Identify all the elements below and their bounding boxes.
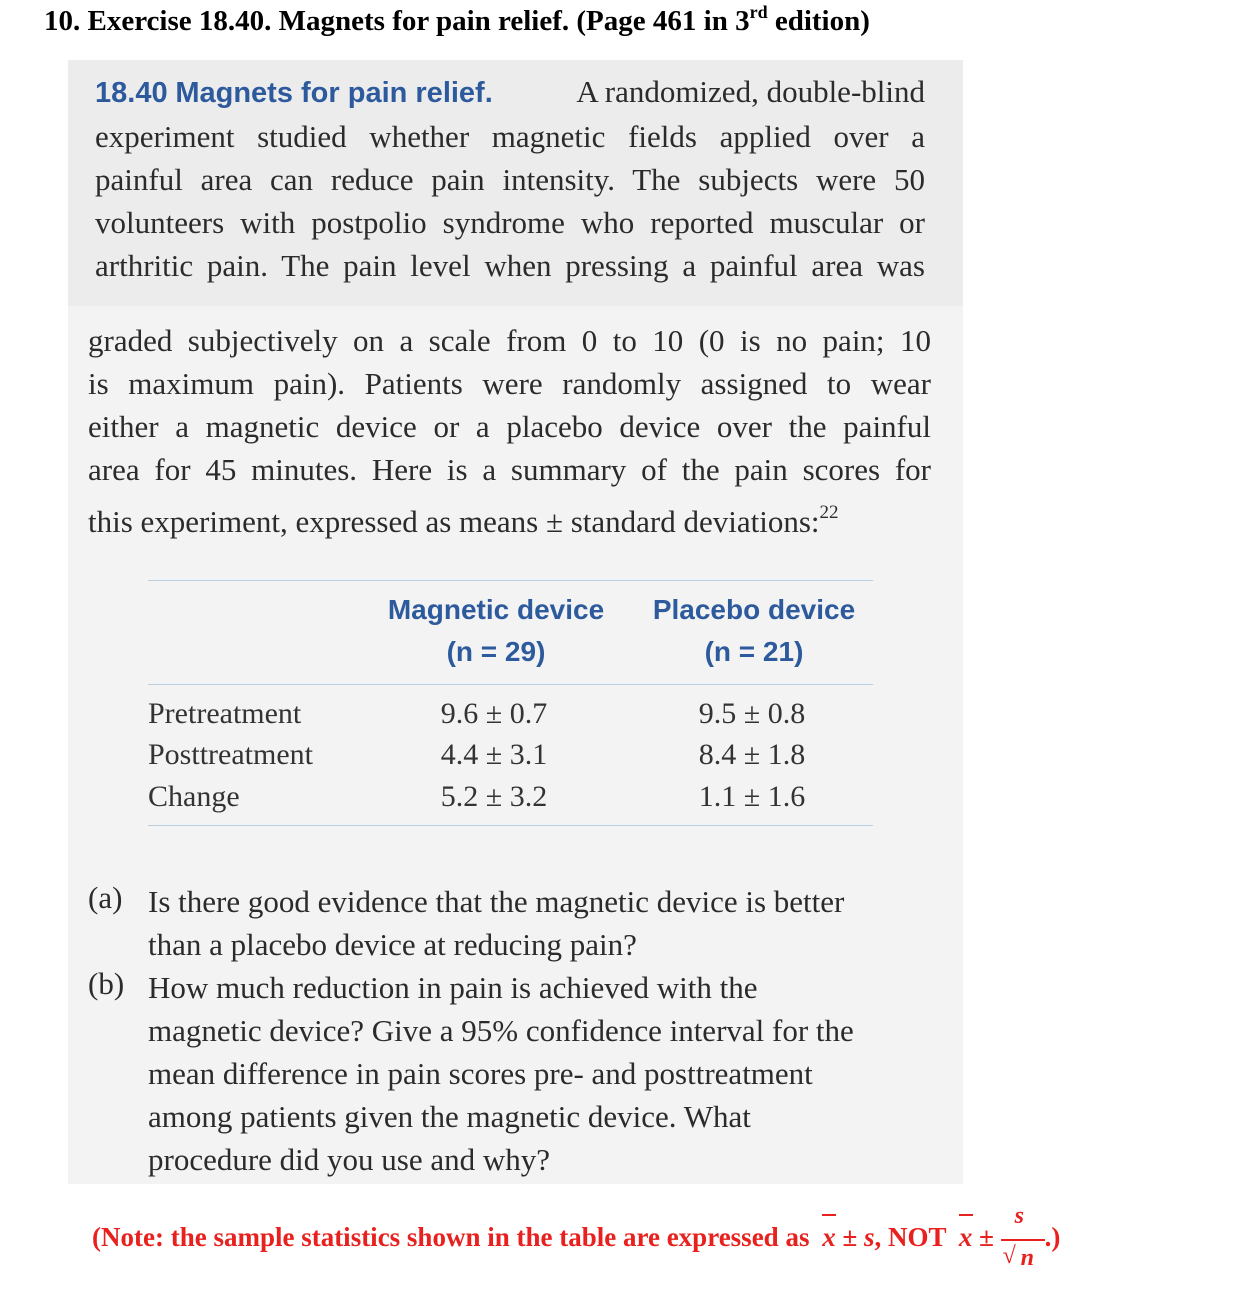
page-heading (44, 2, 870, 38)
note-separator: , NOT (874, 1222, 947, 1252)
table-header-placebo: Placebo device (652, 594, 856, 625)
table-cell-magnetic: 9.6 ± 0.7 (440, 697, 548, 730)
table-cell-magnetic: 4.4 ± 3.1 (440, 738, 548, 771)
table-row-label: Posttreatment (148, 738, 313, 771)
paragraph-last-line (88, 491, 931, 543)
sqrt-symbol: √ (1002, 1242, 1016, 1269)
note-expression-1: x ± s (822, 1222, 874, 1252)
exercise-number: 18.40 (95, 77, 168, 109)
table-row-label: Pretreatment (148, 697, 302, 730)
table-top-rule (148, 580, 873, 581)
exercise-first-line (95, 74, 925, 110)
table-header-rule (148, 684, 873, 685)
note (92, 1202, 1061, 1271)
note-text: (Note: the sample statistics shown in the table are expressed as (92, 1222, 810, 1252)
exercise-paragraph-part2 (88, 319, 931, 543)
table-row-label: Change (148, 780, 240, 813)
table-header-placebo-n: (n = 21) (704, 636, 804, 667)
paragraph-line: volunteers with postpolio syndrome who reported muscular or (95, 205, 925, 240)
question-line: than a placebo device at reducing pain? (148, 927, 637, 962)
question-a-text (148, 880, 844, 966)
paragraph-line: is maximum pain). Patients were randomly assigned to wear (88, 366, 931, 401)
exercise-first-line-rest: A randomized, double-blind (576, 74, 925, 109)
fraction-bar (1001, 1239, 1045, 1241)
exercise-paragraph-part1 (95, 115, 925, 287)
xbar-overline (822, 1214, 836, 1216)
table-cell-placebo: 1.1 ± 1.6 (698, 780, 806, 813)
fraction (1001, 1202, 1045, 1271)
table-cell-placebo: 9.5 ± 0.8 (698, 697, 806, 730)
table-cell-magnetic: 5.2 ± 3.2 (440, 780, 548, 813)
question-b-label: (b) (88, 966, 125, 1001)
paragraph-line: either a magnetic device or a placebo device over the painful (88, 409, 931, 444)
paragraph-line: graded subjectively on a scale from 0 to 10 (0 is no pain; 10 (88, 323, 931, 358)
table-bottom-rule (148, 825, 873, 826)
last-line-text: this experiment, expressed as means ± standard deviations: (88, 504, 820, 539)
xbar-overline (959, 1214, 973, 1216)
note-expression-2: x ± (959, 1222, 994, 1252)
question-line: among patients given the magnetic device. What (148, 1099, 751, 1134)
heading-superscript: rd (749, 2, 768, 22)
question-line: magnetic device? Give a 95% confidence interval for the (148, 1013, 854, 1048)
question-line: Is there good evidence that the magnetic device is better (148, 884, 845, 919)
question-line: mean difference in pain scores pre- and posttreatment (148, 1056, 813, 1091)
question-b-text (148, 966, 854, 1181)
paragraph-line: arthritic pain. The pain level when pressing a painful area was (95, 248, 925, 283)
fraction-numerator: s (1014, 1202, 1024, 1229)
exercise-title: Magnets for pain relief. (175, 77, 493, 109)
question-line: procedure did you use and why? (148, 1142, 551, 1177)
footnote-marker: 22 (819, 502, 839, 523)
paragraph-line: area for 45 minutes. Here is a summary of the pain scores for (88, 452, 931, 487)
table-header-magnetic-n: (n = 29) (446, 636, 546, 667)
table-header-magnetic: Magnetic device (387, 594, 605, 625)
note-end: .) (1044, 1222, 1061, 1252)
table-cell-placebo: 8.4 ± 1.8 (698, 738, 806, 771)
question-a-label: (a) (88, 880, 123, 915)
question-line: How much reduction in pain is achieved with the (148, 970, 758, 1005)
paragraph-line: painful area can reduce pain intensity. The subjects were 50 (95, 162, 925, 197)
heading-suffix: edition) (767, 5, 870, 37)
fraction-denominator: n (1020, 1244, 1034, 1271)
heading-prefix: 10. Exercise 18.40. Magnets for pain relief. (Page 461 in 3 (44, 5, 750, 37)
paragraph-line: experiment studied whether magnetic fields applied over a (95, 119, 925, 154)
